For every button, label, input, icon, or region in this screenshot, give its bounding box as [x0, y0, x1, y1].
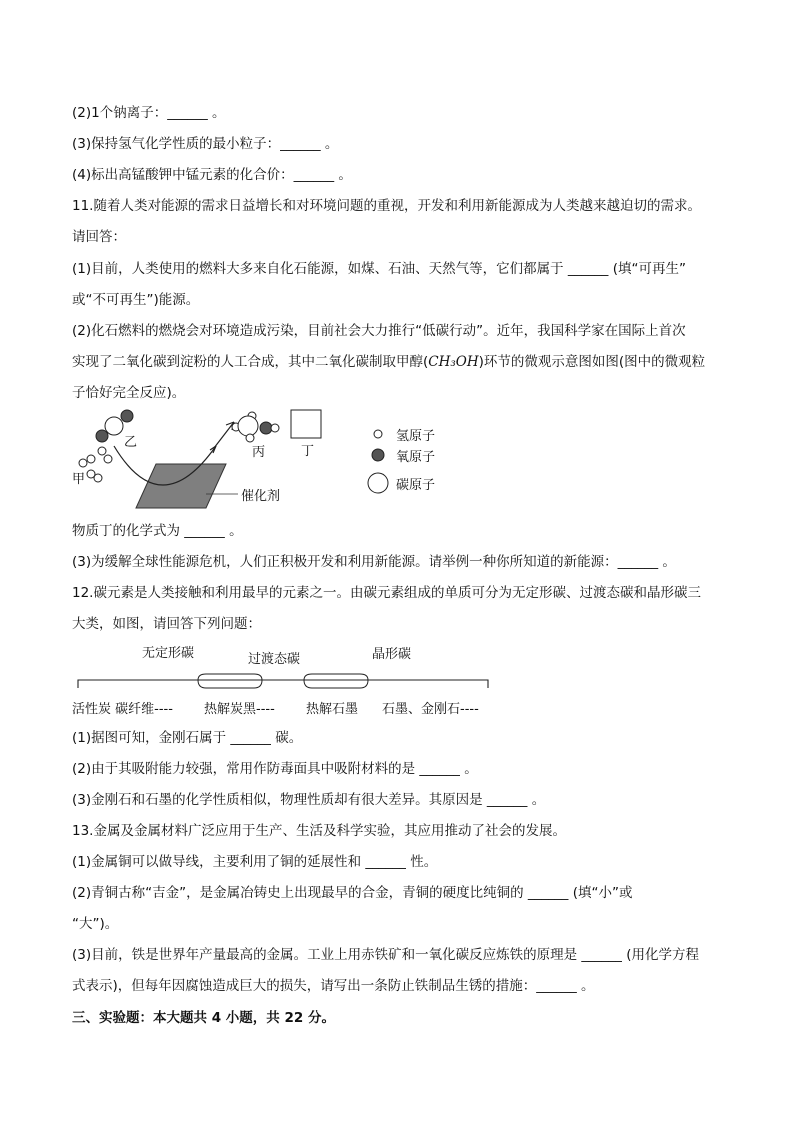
q13-part3-line1: (3)目前，铁是世界年产量最高的金属。工业上用赤铁矿和一氧化碳反应炼铁的原理是 ______ (用化学方程	[72, 947, 699, 963]
bracket-lower-curve	[198, 680, 262, 688]
q12-part3: (3)金刚石和石墨的化学性质相似，物理性质却有很大差异。其原因是 ______ 。	[72, 792, 546, 808]
legend-hydrogen: 氢原子	[396, 429, 436, 444]
q10-part2: (2)1个钠离子：______ 。	[72, 105, 226, 121]
label-graphite-diamond: 石墨、金刚石----	[382, 702, 479, 717]
q11-part1-line1: (1)目前，人类使用的燃料大多来自化石能源，如煤、石油、天然气等，它们都属于 ______ (填“可再生”	[72, 261, 686, 277]
q12-stem-line2: 大类，如图，请回答下列问题：	[72, 616, 261, 632]
label-crystalline-carbon: 晶形碳	[372, 647, 412, 662]
q11-part2-line2	[72, 353, 705, 371]
label-yi: 乙	[124, 435, 138, 450]
bracket-upper-curve	[304, 674, 368, 680]
label-jia: 甲	[72, 472, 86, 487]
label-amorphous-carbon: 无定形碳	[142, 646, 195, 661]
h-atom	[271, 424, 279, 432]
label-pyrolytic-carbon-black: 热解炭黑----	[204, 702, 275, 717]
label-ding: 丁	[301, 444, 315, 459]
carbon-classification-diagram	[72, 638, 497, 718]
o-atom	[96, 430, 108, 442]
main-bracket	[78, 680, 488, 688]
q10-part3: (3)保持氢气化学性质的最小粒子：______ 。	[72, 136, 339, 152]
label-catalyst: 催化剂	[241, 489, 281, 504]
bracket-lower-curve	[304, 680, 368, 688]
q12-part1: (1)据图可知，金刚石属于 ______ 碳。	[72, 730, 303, 746]
c-atom	[105, 417, 123, 435]
q11-stem-line1: 11.随着人类对能源的需求日益增长和对环境问题的重视，开发和利用新能源成为人类越来越迫切的需求。	[72, 198, 701, 214]
q11-part2-line3: 子恰好完全反应)。	[72, 385, 186, 401]
h-atom	[94, 474, 102, 482]
bracket-upper-curve	[198, 674, 262, 680]
q10-part4: (4)标出高锰酸钾中锰元素的化合价：______ 。	[72, 167, 352, 183]
catalyst-plane	[136, 464, 226, 508]
q11-part3: (3)为缓解全球性能源危机，人们正积极开发和利用新能源。请举例一种你所知道的新能源：______ 。	[72, 554, 676, 570]
o-atom	[260, 422, 272, 434]
q11-stem-line2: 请回答：	[72, 229, 126, 245]
q11-part2-line2-post: )环节的微观示意图如图(图中的微观粒	[478, 354, 706, 370]
section-heading-experiments: 三、实验题：本大题共 4 小题，共 22 分。	[72, 1010, 335, 1026]
legend-h-circle	[374, 430, 382, 438]
q13-stem: 13.金属及金属材料广泛应用于生产、生活及科学实验，其应用推动了社会的发展。	[72, 823, 566, 839]
legend-o-circle	[372, 449, 384, 461]
q11-part2-question: 物质丁的化学式为 ______ 。	[72, 523, 243, 539]
q12-part2: (2)由于其吸附能力较强，常用作防毒面具中吸附材料的是 ______ 。	[72, 761, 478, 777]
q13-part2-line1: (2)青铜古称“吉金”，是金属冶铸史上出现最早的合金，青铜的硬度比纯铜的 ______ (填“小”或	[72, 885, 633, 901]
o-atom	[121, 410, 133, 422]
h-atom	[104, 455, 112, 463]
methanol-formula: CH₃OH	[428, 354, 479, 370]
q13-part3-line2: 式表示)，但每年因腐蚀造成巨大的损失，请写出一条防止铁制品生锈的措施：______ 。	[72, 978, 595, 994]
h-atom	[79, 459, 87, 467]
label-pyrolytic-graphite: 热解石墨	[306, 702, 359, 717]
label-transition-carbon: 过渡态碳	[248, 652, 301, 667]
q12-stem-line1: 12.碳元素是人类接触和利用最早的元素之一。由碳元素组成的单质可分为无定形碳、过渡态碳和晶形碳三	[72, 585, 701, 601]
legend-c-circle	[368, 473, 388, 493]
q11-part2-line1: (2)化石燃料的燃烧会对环境造成污染，目前社会大力推行“低碳行动”。近年，我国科学家在国际上首次	[72, 323, 686, 339]
arrow-to-products	[214, 422, 234, 448]
reaction-diagram	[66, 404, 466, 519]
label-bing: 丙	[252, 445, 266, 460]
h-atom	[98, 447, 106, 455]
label-activated-carbon-fiber: 活性炭 碳纤维----	[72, 702, 173, 717]
legend-carbon: 碳原子	[396, 478, 436, 493]
q11-part1-line2: 或“不可再生”)能源。	[72, 292, 200, 308]
c-atom	[238, 416, 258, 436]
q11-part2-line2-pre: 实现了二氧化碳到淀粉的人工合成，其中二氧化碳制取甲醇(	[72, 354, 429, 370]
legend-oxygen: 氧原子	[396, 450, 436, 465]
q13-part1: (1)金属铜可以做导线，主要利用了铜的延展性和 ______ 性。	[72, 854, 438, 870]
q13-part2-line2: “大”)。	[72, 916, 119, 932]
h-atom	[87, 455, 95, 463]
unknown-product-box	[291, 410, 321, 438]
